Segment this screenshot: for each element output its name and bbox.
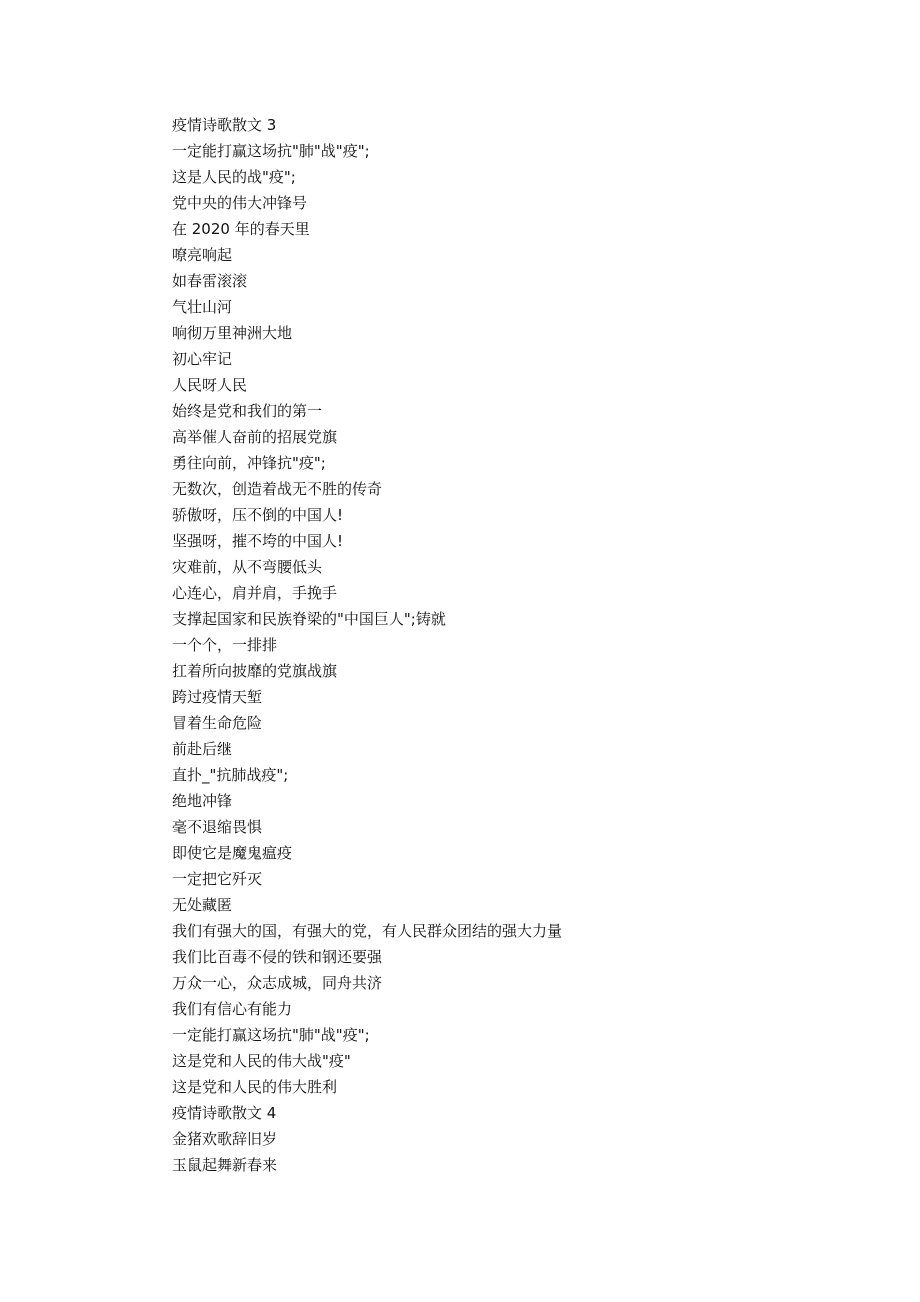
poem-line: 气壮山河 xyxy=(172,298,233,316)
poem-line: 支撑起国家和民族脊梁的"中国巨人";铸就 xyxy=(172,610,446,628)
poem-line: 绝地冲锋 xyxy=(172,792,233,810)
poem-line: 心连心，肩并肩，手挽手 xyxy=(172,584,338,602)
poem-line: 初心牢记 xyxy=(172,350,233,368)
poem-line: 无数次，创造着战无不胜的传奇 xyxy=(172,480,383,498)
poem-line: 党中央的伟大冲锋号 xyxy=(172,194,308,212)
poem-line: 毫不退缩畏惧 xyxy=(172,818,263,836)
poem-line: 坚强呀，摧不垮的中国人! xyxy=(172,532,344,550)
section-heading: 疫情诗歌散文 4 xyxy=(172,1104,277,1122)
poem-line: 人民呀人民 xyxy=(172,376,248,394)
poem-line: 跨过疫情天堑 xyxy=(172,688,263,706)
poem-line: 冒着生命危险 xyxy=(172,714,263,732)
section-heading: 疫情诗歌散文 3 xyxy=(172,116,277,134)
poem-line: 如春雷滚滚 xyxy=(172,272,248,290)
poem-line: 高举催人奋前的招展党旗 xyxy=(172,428,338,446)
poem-line: 万众一心，众志成城，同舟共济 xyxy=(172,974,383,992)
poem-line: 玉鼠起舞新春来 xyxy=(172,1156,278,1174)
poem-line: 一个个，一排排 xyxy=(172,636,278,654)
poem-line: 无处藏匿 xyxy=(172,896,233,914)
poem-line: 这是人民的战"疫"; xyxy=(172,168,296,186)
poem-line: 扛着所向披靡的党旗战旗 xyxy=(172,662,338,680)
poem-line: 一定能打赢这场抗"肺"战"疫"; xyxy=(172,1026,370,1044)
poem-line: 嘹亮响起 xyxy=(172,246,233,264)
poem-line: 前赴后继 xyxy=(172,740,233,758)
poem-line: 灾难前，从不弯腰低头 xyxy=(172,558,323,576)
poem-line: 即使它是魔鬼瘟疫 xyxy=(172,844,293,862)
poem-line: 这是党和人民的伟大胜利 xyxy=(172,1078,338,1096)
poem-line: 勇往向前，冲锋抗"疫"; xyxy=(172,454,326,472)
poem-line: 响彻万里神洲大地 xyxy=(172,324,293,342)
poem-line: 一定能打赢这场抗"肺"战"疫"; xyxy=(172,142,370,160)
poem-line: 始终是党和我们的第一 xyxy=(172,402,323,420)
poem-line: 在 2020 年的春天里 xyxy=(172,220,310,238)
poem-line: 骄傲呀，压不倒的中国人! xyxy=(172,506,344,524)
poem-line: 一定把它歼灭 xyxy=(172,870,263,888)
poem-line: 直扑_"抗肺战疫"; xyxy=(172,766,289,784)
poem-line: 我们比百毒不侵的铁和钢还要强 xyxy=(172,948,383,966)
poem-line: 我们有强大的国，有强大的党，有人民群众团结的强大力量 xyxy=(172,922,563,940)
poem-line: 这是党和人民的伟大战"疫" xyxy=(172,1052,351,1070)
poem-line: 金猪欢歌辞旧岁 xyxy=(172,1130,278,1148)
poem-line: 我们有信心有能力 xyxy=(172,1000,293,1018)
poem-text-block xyxy=(172,112,872,1178)
